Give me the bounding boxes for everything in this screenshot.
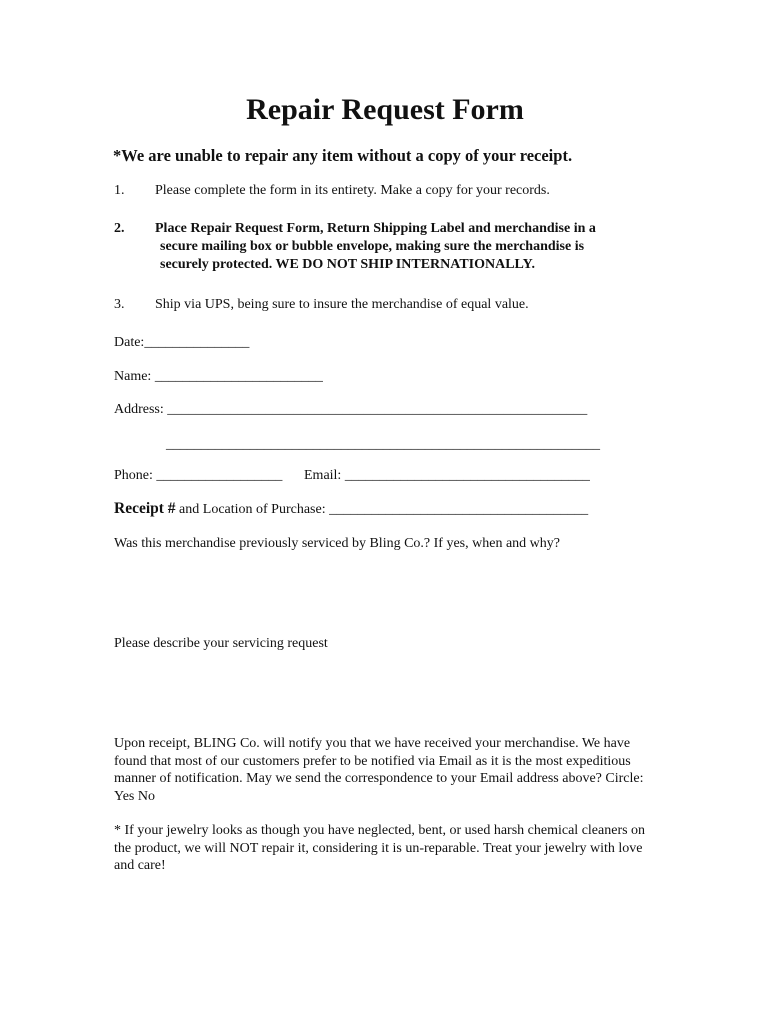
date-field[interactable]: Date:_______________ <box>114 335 250 350</box>
notification-paragraph: Upon receipt, BLING Co. will notify you that we have received your merchandise. We have found that most of our customers prefer to be notified via Email as it is the most expeditious manner of notification. May we send the correspondence to your Email address above? Circle: Yes No <box>114 736 644 804</box>
instruction-2-line-3: securely protected. WE DO NOT SHIP INTERNATIONALLY. <box>160 257 535 272</box>
phone-field[interactable]: Phone: __________________ <box>114 468 283 483</box>
instruction-1-text: Please complete the form in its entirety. Make a copy for your records. <box>155 183 550 198</box>
receipt-location-field[interactable] <box>114 500 588 518</box>
servicing-request-question: Please describe your servicing request <box>114 636 328 651</box>
email-field[interactable]: Email: ___________________________________ <box>304 468 590 483</box>
receipt-notice: *We are unable to repair any item without a copy of your receipt. <box>113 146 573 165</box>
instruction-3-text: Ship via UPS, being sure to insure the merchandise of equal value. <box>155 297 529 312</box>
previously-serviced-question: Was this merchandise previously serviced by Bling Co.? If yes, when and why? <box>114 536 560 551</box>
receipt-number-label: Receipt # <box>114 500 176 517</box>
instruction-3-number: 3. <box>114 297 125 312</box>
page-title: Repair Request Form <box>246 93 524 126</box>
location-of-purchase-label: and Location of Purchase: _____________________________________ <box>175 502 589 517</box>
instruction-2-line-2: secure mailing box or bubble envelope, making sure the merchandise is <box>160 239 585 254</box>
name-field[interactable]: Name: ________________________ <box>114 369 323 384</box>
instruction-1-number: 1. <box>114 183 125 198</box>
address-line-2-field[interactable]: ______________________________________________________________ <box>166 437 600 452</box>
instruction-2-line-1: Place Repair Request Form, Return Shipping Label and merchandise in a <box>155 221 596 236</box>
instruction-2-number: 2. <box>114 221 125 236</box>
address-field[interactable]: Address: ____________________________________________________________ <box>114 402 588 417</box>
jewelry-warning: * If your jewelry looks as though you have neglected, bent, or used harsh chemical cleaners on the product, we will NOT repair it, considering it is un-reparable. Treat your jewelry with love and care! <box>114 823 646 873</box>
